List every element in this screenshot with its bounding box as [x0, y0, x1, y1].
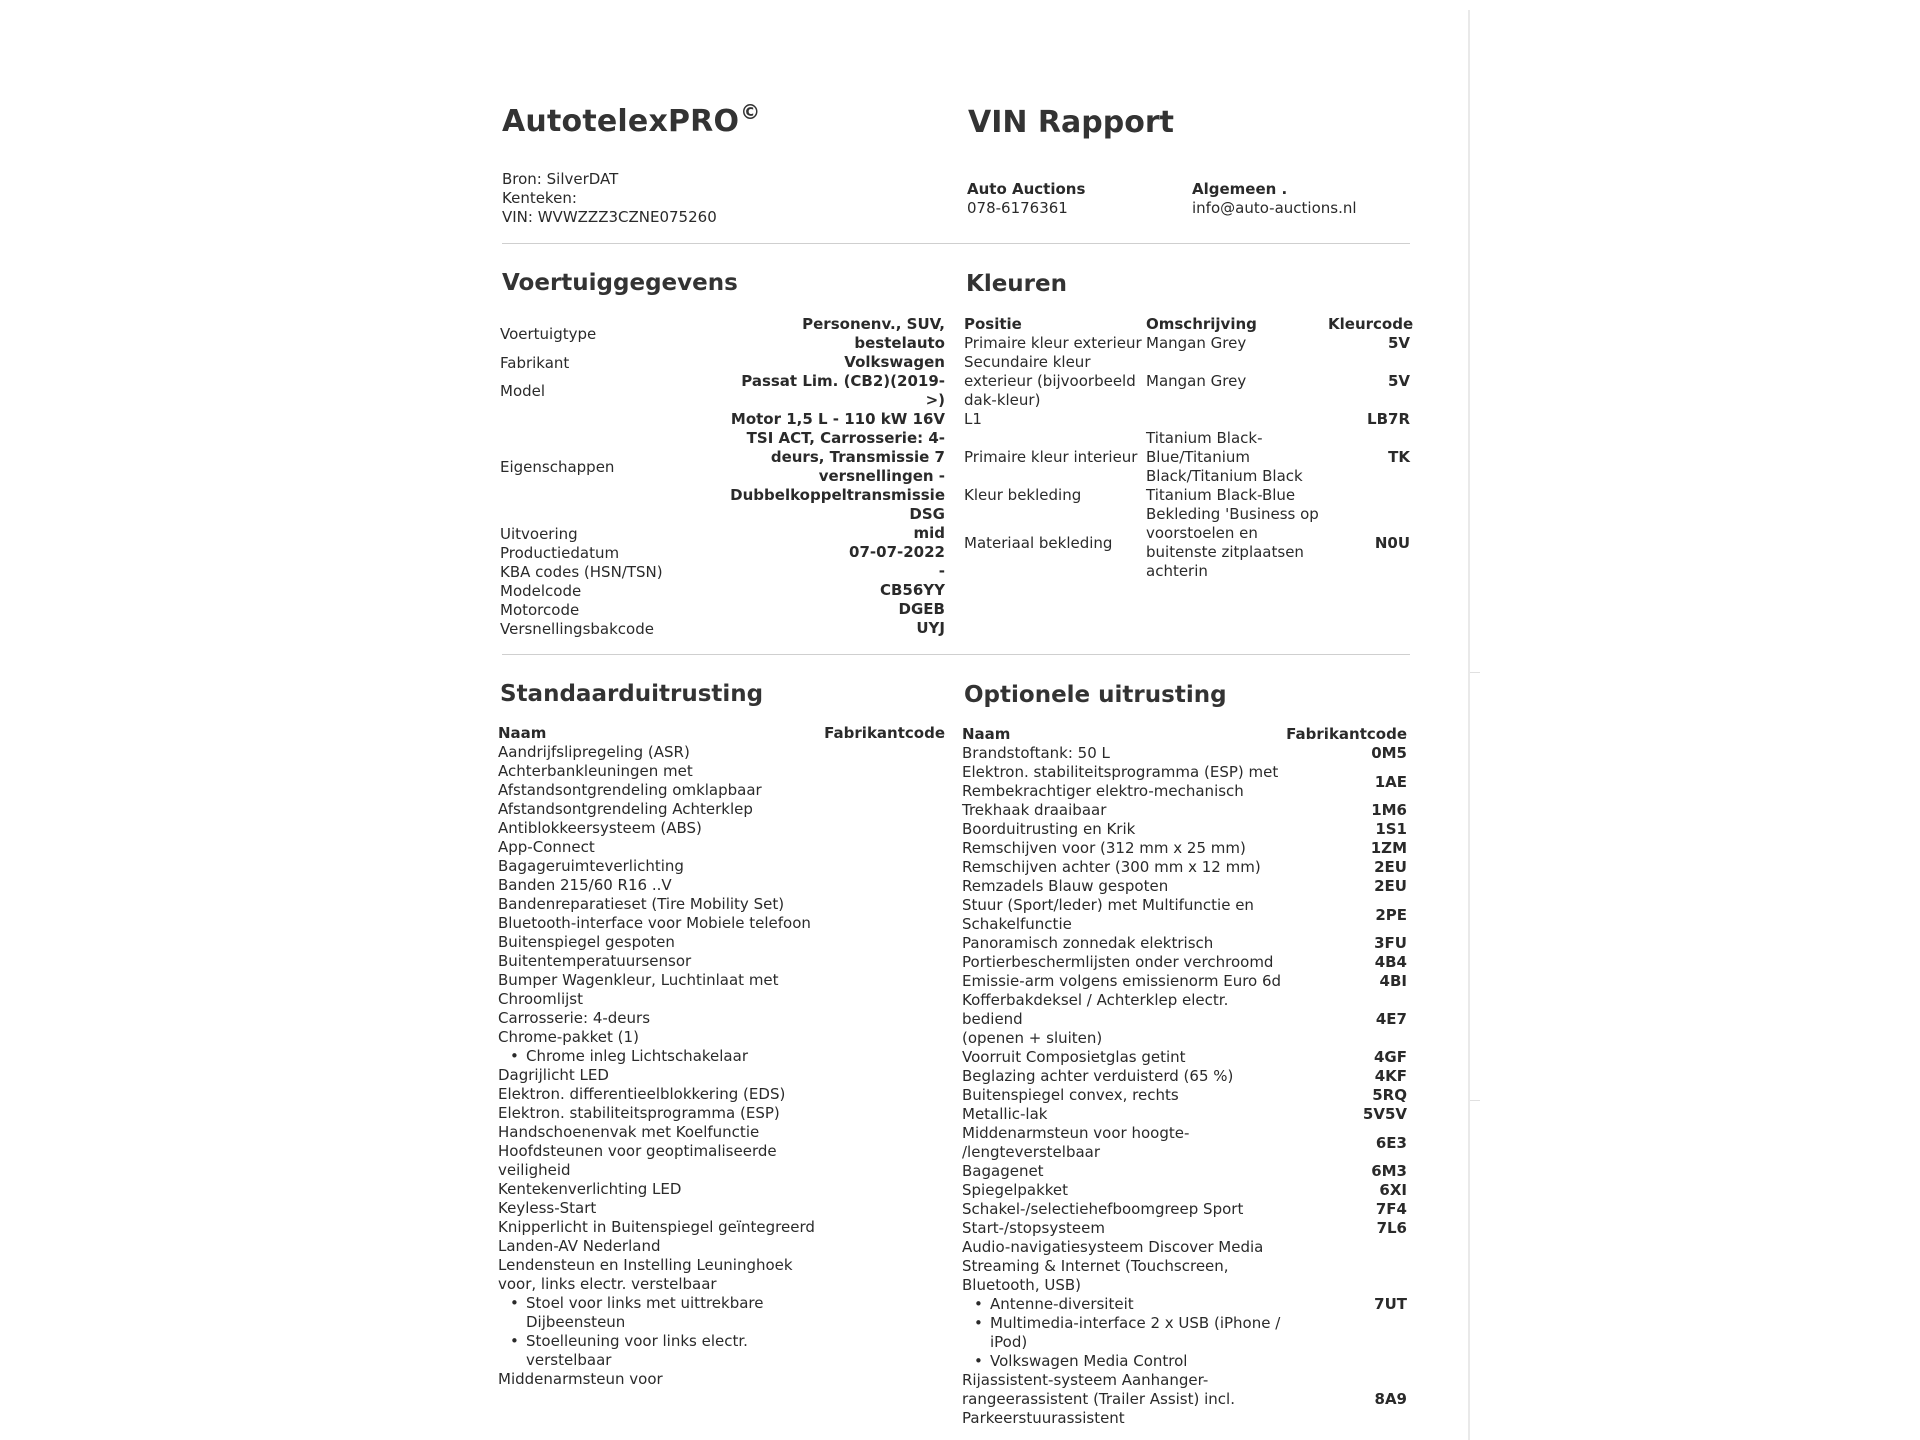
equipment-name-line: Buitenspiegel convex, rechts — [962, 1086, 1179, 1104]
list-item: Handschoenenvak met Koelfunctie — [498, 1123, 760, 1141]
vehicle-value — [695, 315, 945, 353]
equipment-group — [962, 1238, 1407, 1295]
vehicle-value-line: CB56YY — [879, 581, 945, 599]
equipment-name — [962, 1162, 1292, 1181]
equipment-name — [962, 839, 1292, 858]
equipment-code: 1AE — [1374, 772, 1407, 791]
table-row — [962, 1048, 1407, 1067]
vehicle-label: Modelcode — [500, 581, 582, 600]
list-item: App-Connect — [498, 838, 595, 856]
color-description-line: Titanium Black- — [1146, 429, 1263, 447]
list-item: Elektron. stabiliteitsprogramma (ESP) — [498, 1104, 780, 1122]
equipment-name-line: Metallic-lak — [962, 1105, 1048, 1123]
equipment-name — [962, 1105, 1292, 1124]
list-item: voor, links electr. verstelbaar — [498, 1275, 717, 1293]
equipment-code: 1M6 — [1371, 801, 1407, 819]
color-description — [1146, 486, 1328, 505]
equipment-name-line: Trekhaak draaibaar — [962, 801, 1107, 819]
equipment-group-line: Bluetooth, USB) — [962, 1276, 1081, 1294]
vehicle-row — [500, 353, 945, 372]
table-row — [962, 1162, 1407, 1181]
col-manufacturer-code: Fabrikantcode — [1286, 725, 1407, 743]
equipment-name-line: • Antenne-diversiteit — [990, 1295, 1134, 1313]
color-row — [964, 429, 1410, 486]
equipment-code: 5V5V — [1362, 1105, 1407, 1123]
colors-table — [964, 315, 1414, 581]
equipment-name — [962, 1295, 1310, 1314]
list-item: Afstandsontgrendeling omklapbaar — [498, 781, 762, 799]
color-description-line: Titanium Black-Blue — [1146, 486, 1296, 504]
color-description-line: voorstoelen en — [1146, 524, 1258, 542]
standard-equipment-title: Standaarduitrusting — [500, 681, 764, 707]
vin-line: VIN: WVWZZZ3CZNE075260 — [502, 208, 717, 226]
col-position: Positie — [964, 315, 1022, 333]
colors-section-title: Kleuren — [966, 271, 1067, 297]
vehicle-label: Motorcode — [500, 600, 580, 619]
table-row — [962, 820, 1407, 839]
color-description — [1146, 505, 1328, 581]
equipment-name-line: • Volkswagen Media Control — [990, 1352, 1188, 1370]
table-row — [962, 991, 1407, 1048]
color-description-line: Blue/Titanium — [1146, 448, 1250, 466]
list-item: Antiblokkeersysteem (ABS) — [498, 819, 702, 837]
vehicle-value-line: deurs, Transmissie 7 — [770, 448, 945, 466]
vehicle-value — [695, 410, 945, 524]
list-item: Dagrijlicht LED — [498, 1066, 609, 1084]
vehicle-value-line: >) — [925, 391, 945, 409]
vehicle-value-line: mid — [913, 524, 945, 542]
equipment-code: 2PE — [1375, 905, 1407, 924]
color-position — [964, 534, 1146, 553]
equipment-name-line: (openen + sluiten) — [962, 1029, 1103, 1047]
equipment-group-line: Audio-navigatiesysteem Discover Media — [962, 1238, 1264, 1256]
vehicle-row — [500, 600, 945, 619]
table-row — [962, 1295, 1407, 1314]
color-position — [964, 410, 1146, 429]
color-description-line: buitenste zitplaatsen — [1146, 543, 1304, 561]
color-code: LB7R — [1367, 410, 1410, 428]
equipment-code: 4KF — [1374, 1067, 1407, 1085]
list-item: • Chrome inleg Lichtschakelaar — [498, 1047, 945, 1066]
equipment-name — [962, 1200, 1292, 1219]
color-position — [964, 448, 1146, 467]
equipment-name-line: Kofferbakdeksel / Achterklep electr. bediend — [962, 991, 1229, 1028]
vehicle-label: Model — [500, 382, 546, 400]
list-item: Achterbankleuningen met — [498, 762, 693, 780]
list-item: • Stoel voor links met uittrekbare — [498, 1294, 945, 1313]
col-manufacturer-code: Fabrikantcode — [824, 724, 945, 742]
equipment-code: 6M3 — [1371, 1162, 1407, 1180]
list-item: Hoofdsteunen voor geoptimaliseerde — [498, 1142, 777, 1160]
list-item: Bumper Wagenkleur, Luchtinlaat met — [498, 971, 779, 989]
equipment-code: 1S1 — [1375, 820, 1407, 838]
color-description — [1146, 429, 1328, 486]
equipment-name — [962, 820, 1292, 839]
table-row — [962, 877, 1407, 896]
list-item: Dijbeensteun — [526, 1313, 626, 1331]
equipment-code: 7UT — [1374, 1295, 1407, 1313]
vehicle-value — [695, 372, 945, 410]
table-row — [962, 896, 1407, 934]
color-code: 5V — [1387, 334, 1410, 352]
list-item: Aandrijfslipregeling (ASR) — [498, 743, 690, 761]
color-position-line: Secundaire kleur — [964, 353, 1091, 371]
vehicle-value — [695, 600, 945, 619]
list-item: Bagageruimteverlichting — [498, 857, 684, 875]
list-item: Middenarmsteun voor — [498, 1370, 663, 1388]
optional-equipment-header — [962, 725, 1407, 744]
equipment-name — [962, 953, 1292, 972]
table-row — [962, 934, 1407, 953]
col-name: Naam — [498, 724, 547, 742]
equipment-name-line: • Multimedia-interface 2 x USB (iPhone / — [990, 1314, 1281, 1332]
color-row — [964, 353, 1410, 410]
equipment-name-line: Schakelfunctie — [962, 915, 1072, 933]
equipment-code: 2EU — [1374, 858, 1407, 876]
equipment-name-line: Portierbeschermlijsten onder verchroomd — [962, 953, 1274, 971]
vehicle-value — [695, 524, 945, 543]
equipment-name-line: Stuur (Sport/leder) met Multifunctie en — [962, 896, 1254, 914]
vehicle-row — [500, 619, 945, 638]
vehicle-value-line: versnellingen - — [818, 467, 945, 485]
equipment-name — [962, 877, 1292, 896]
equipment-name — [962, 763, 1292, 801]
divider — [502, 654, 1410, 655]
equipment-code: 4GF — [1374, 1048, 1407, 1066]
color-position-line: exterieur (bijvoorbeeld — [964, 372, 1136, 390]
color-position — [964, 486, 1146, 505]
table-row — [962, 1181, 1407, 1200]
vehicle-value-line: 07-07-2022 — [849, 543, 945, 561]
list-item: Chroomlijst — [498, 990, 583, 1008]
divider — [502, 243, 1410, 244]
list-item: veiligheid — [498, 1161, 571, 1179]
equipment-name-line: Rembekrachtiger elektro-mechanisch — [962, 782, 1244, 800]
vehicle-value-line: DSG — [909, 505, 945, 523]
color-description-line: Mangan Grey — [1146, 372, 1247, 390]
vehicle-value-line: TSI ACT, Carrosserie: 4- — [746, 429, 945, 447]
equipment-name — [962, 1371, 1292, 1428]
equipment-name — [962, 1314, 1310, 1352]
color-description — [1146, 334, 1328, 353]
vehicle-value-line: DGEB — [898, 600, 945, 618]
equipment-name-line: Elektron. stabiliteitsprogramma (ESP) met — [962, 763, 1279, 781]
vehicle-value — [695, 562, 945, 581]
contact-name: Auto Auctions — [967, 180, 1086, 198]
list-item: Carrosserie: 4-deurs — [498, 1009, 651, 1027]
table-row — [962, 1371, 1407, 1428]
equipment-code: 4BI — [1379, 972, 1407, 990]
equipment-name-line: Spiegelpakket — [962, 1181, 1069, 1199]
colors-table-header — [964, 315, 1414, 334]
vehicle-label: Eigenschappen — [500, 458, 615, 476]
equipment-name — [962, 1048, 1292, 1067]
equipment-code: 4E7 — [1375, 1010, 1407, 1028]
color-row — [964, 486, 1410, 505]
vehicle-row — [500, 315, 945, 353]
contact-phone: 078-6176361 — [967, 199, 1068, 217]
equipment-name-line: /lengteverstelbaar — [962, 1143, 1101, 1161]
table-row — [962, 744, 1407, 763]
equipment-name-line: Brandstoftank: 50 L — [962, 744, 1110, 762]
equipment-name-line: Remzadels Blauw gespoten — [962, 877, 1169, 895]
color-code: N0U — [1374, 533, 1410, 552]
equipment-code: 1ZM — [1370, 839, 1407, 857]
equipment-code: 4B4 — [1374, 953, 1407, 971]
brand-title: AutotelexPRO© — [502, 100, 761, 139]
contact-general — [1192, 180, 1357, 218]
vehicle-value-line: - — [938, 562, 945, 580]
list-item: Afstandsontgrendeling Achterklep — [498, 800, 753, 818]
vehicle-label: Versnellingsbakcode — [500, 619, 654, 638]
equipment-name-line: Boorduitrusting en Krik — [962, 820, 1136, 838]
equipment-name — [962, 934, 1292, 953]
vehicle-label: KBA codes (HSN/TSN) — [500, 562, 663, 581]
equipment-name-line: Schakel-/selectiehefboomgreep Sport — [962, 1200, 1244, 1218]
table-row — [962, 801, 1407, 820]
equipment-name — [962, 801, 1292, 820]
optional-equipment-title: Optionele uitrusting — [964, 682, 1227, 708]
equipment-code: 7F4 — [1375, 1200, 1407, 1218]
color-position-line: L1 — [964, 410, 982, 428]
table-row — [962, 1314, 1407, 1352]
source-line: Bron: SilverDAT — [502, 170, 619, 188]
equipment-name — [962, 1219, 1292, 1238]
color-position-line: dak-kleur) — [964, 391, 1041, 409]
contact-dealer — [967, 180, 1085, 218]
equipment-code: 8A9 — [1374, 1390, 1407, 1408]
color-description-line: achterin — [1146, 562, 1208, 580]
equipment-code: 0M5 — [1371, 744, 1407, 762]
vehicle-value-line: Volkswagen — [844, 353, 945, 371]
table-row — [962, 1124, 1407, 1162]
vehicle-value-line: Passat Lim. (CB2)(2019- — [741, 372, 945, 390]
equipment-name — [962, 858, 1292, 877]
color-description-line: Mangan Grey — [1146, 334, 1247, 352]
source-info — [502, 170, 717, 227]
color-position-line: Materiaal bekleding — [964, 533, 1113, 552]
vehicle-row — [500, 543, 945, 562]
table-row — [962, 1105, 1407, 1124]
equipment-code: 6E3 — [1375, 1133, 1407, 1152]
col-color-code: Kleurcode — [1328, 315, 1414, 333]
equipment-name-line: Remschijven voor (312 mm x 25 mm) — [962, 839, 1246, 857]
vehicle-value-line: bestelauto — [854, 334, 945, 352]
vehicle-value — [695, 353, 945, 372]
color-description-line: Black/Titanium Black — [1146, 467, 1303, 485]
list-item: Buitentemperatuursensor — [498, 952, 692, 970]
list-item: Landen-AV Nederland — [498, 1237, 661, 1255]
vehicle-value — [695, 619, 945, 638]
list-item: Lendensteun en Instelling Leuninghoek — [498, 1256, 793, 1274]
color-position-line: Primaire kleur interieur — [964, 448, 1138, 466]
equipment-name — [962, 972, 1292, 991]
color-row — [964, 505, 1410, 581]
copyright-mark: © — [740, 100, 761, 124]
list-item: Kentekenverlichting LED — [498, 1180, 682, 1198]
equipment-name-line: Remschijven achter (300 mm x 12 mm) — [962, 858, 1261, 876]
table-row — [962, 1086, 1407, 1105]
table-row — [962, 953, 1407, 972]
equipment-code: 3FU — [1374, 934, 1407, 952]
equipment-name-line: Voorruit Composietglas getint — [962, 1048, 1186, 1066]
equipment-name-line: rangeerassistent (Trailer Assist) incl. — [962, 1390, 1235, 1408]
contact-name: Algemeen . — [1192, 180, 1288, 198]
list-item: Banden 215/60 R16 ..V — [498, 876, 672, 894]
optional-equipment-list — [962, 725, 1407, 1428]
equipment-name-line: Bagagenet — [962, 1162, 1044, 1180]
vehicle-value — [695, 543, 945, 562]
vehicle-row — [500, 524, 945, 543]
vehicle-label: Productiedatum — [500, 543, 620, 562]
color-position-line: Kleur bekleding — [964, 486, 1082, 504]
contact-email: info@auto-auctions.nl — [1192, 199, 1357, 217]
vehicle-row — [500, 581, 945, 600]
equipment-name — [962, 1352, 1310, 1371]
equipment-name — [962, 896, 1292, 934]
equipment-name-line: Emissie-arm volgens emissienorm Euro 6d — [962, 972, 1282, 990]
list-item: verstelbaar — [526, 1351, 612, 1369]
equipment-name-line: Beglazing achter verduisterd (65 %) — [962, 1067, 1234, 1085]
equipment-name-line: Start-/stopsysteem — [962, 1219, 1105, 1237]
list-item: • Stoelleuning voor links electr. — [498, 1332, 945, 1351]
equipment-code: 5RQ — [1372, 1086, 1407, 1104]
color-description-line: Bekleding 'Business op — [1146, 505, 1319, 523]
vehicle-row — [500, 372, 945, 410]
list-item: Buitenspiegel gespoten — [498, 933, 675, 951]
equipment-name — [962, 1067, 1292, 1086]
color-position — [964, 334, 1146, 353]
equipment-name-line: Panoramisch zonnedak elektrisch — [962, 934, 1214, 952]
equipment-name — [962, 1086, 1292, 1105]
equipment-name — [962, 991, 1292, 1048]
vehicle-value-line: Dubbelkoppeltransmissie — [730, 486, 945, 504]
equipment-name-line: Parkeerstuurassistent — [962, 1409, 1125, 1427]
color-code: 5V — [1387, 372, 1410, 390]
vehicle-details-table — [500, 315, 945, 638]
list-item: Bluetooth-interface voor Mobiele telefoon — [498, 914, 811, 932]
vehicle-value-line: Motor 1,5 L - 110 kW 16V — [730, 410, 945, 428]
color-position — [964, 353, 1146, 410]
equipment-code: 7L6 — [1376, 1219, 1407, 1237]
equipment-code: 2EU — [1374, 877, 1407, 895]
color-row — [964, 334, 1410, 353]
standard-equipment-list — [498, 724, 945, 1389]
vehicle-value-line: UYJ — [916, 619, 945, 637]
standard-equipment-header — [498, 724, 945, 743]
equipment-name-line: Middenarmsteun voor hoogte- — [962, 1124, 1190, 1142]
table-row — [962, 763, 1407, 801]
table-row — [962, 858, 1407, 877]
table-row — [962, 1219, 1407, 1238]
report-title: VIN Rapport — [968, 105, 1174, 140]
col-description: Omschrijving — [1146, 315, 1257, 333]
equipment-name-line: iPod) — [990, 1333, 1028, 1351]
table-row — [962, 1352, 1407, 1371]
list-item: Keyless-Start — [498, 1199, 597, 1217]
equipment-code: 6XI — [1379, 1181, 1407, 1199]
color-code: TK — [1388, 448, 1410, 466]
list-item: Knipperlicht in Buitenspiegel geïntegreerd — [498, 1218, 815, 1236]
table-row — [962, 972, 1407, 991]
vehicle-label: Fabrikant — [500, 353, 570, 372]
color-position-line: Primaire kleur exterieur — [964, 334, 1142, 352]
vehicle-row — [500, 562, 945, 581]
vehicle-section-title: Voertuiggegevens — [502, 270, 738, 296]
list-item: Bandenreparatieset (Tire Mobility Set) — [498, 895, 785, 913]
vehicle-value-line: Personenv., SUV, — [802, 315, 945, 333]
equipment-name — [962, 744, 1292, 763]
vehicle-value — [695, 581, 945, 600]
equipment-name — [962, 1124, 1292, 1162]
col-name: Naam — [962, 725, 1011, 743]
color-description — [1146, 372, 1328, 391]
table-row — [962, 839, 1407, 858]
table-row — [962, 1200, 1407, 1219]
color-row — [964, 410, 1410, 429]
plate-line: Kenteken: — [502, 189, 577, 207]
equipment-name-line: Rijassistent-systeem Aanhanger- — [962, 1371, 1209, 1389]
vehicle-label: Voertuigtype — [500, 325, 597, 343]
vehicle-label: Uitvoering — [500, 524, 578, 543]
equipment-name — [962, 1181, 1292, 1200]
table-row — [962, 1067, 1407, 1086]
list-item: Chrome-pakket (1) — [498, 1028, 639, 1046]
equipment-group-line: Streaming & Internet (Touchscreen, — [962, 1257, 1229, 1275]
list-item: Elektron. differentieelblokkering (EDS) — [498, 1085, 786, 1103]
vehicle-row — [500, 410, 945, 524]
